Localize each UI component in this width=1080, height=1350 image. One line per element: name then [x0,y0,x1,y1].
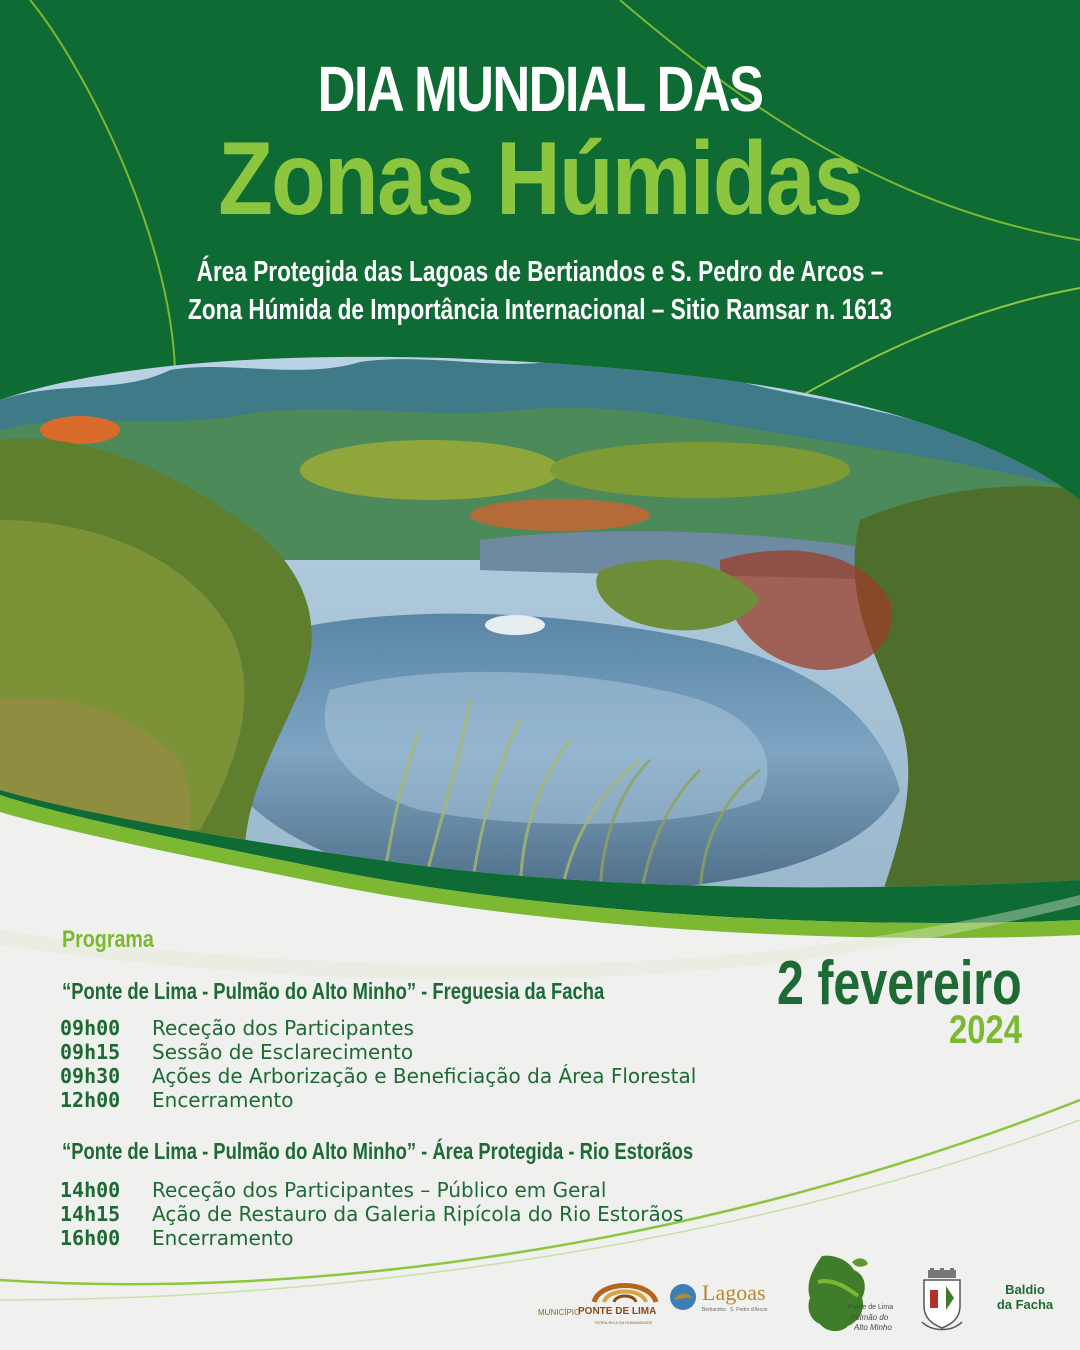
sponsor-logos [0,1262,1080,1350]
schedule-time: 12h00 [60,1088,121,1112]
schedule-row [60,1226,683,1250]
event-title-main: Zonas Húmidas [218,121,862,237]
schedule-time: 09h15 [60,1040,121,1064]
schedule-time: 16h00 [60,1226,121,1250]
pulmao-line-3: Alto Minho [854,1323,892,1332]
municipio-tagline: TERRA RICA DA HUMANIDADE [594,1320,653,1325]
program-section-2-title: “Ponte de Lima - Pulmão do Alto Minho” - Área Protegida - Rio Estorãos [62,1138,694,1164]
program-title: Programa [62,926,154,953]
pulmao-line-2: Pulmão do [850,1313,889,1322]
event-date-day: 2 fevereiro [777,949,1022,1018]
schedule-time: 14h00 [60,1178,121,1202]
coat-of-arms-logo [918,1268,966,1334]
wetland-photo [0,340,1080,900]
subtitle-line-2: Zona Húmida de Importância Internacional – Sitio Ramsar n. 1613 [188,294,892,326]
schedule-row [60,1088,696,1112]
subtitle-line-1: Área Protegida das Lagoas de Bertiandos e S. Pedro de Arcos – [196,256,884,288]
bird-icon [668,1282,698,1312]
baldio-da-facha-logo [990,1282,1060,1322]
municipio-name: PONTE DE LIMA [578,1306,657,1317]
bridge-arch-icon [590,1272,660,1306]
municipio-label: MUNICÍPIO [538,1308,581,1317]
schedule-time: 09h00 [60,1016,121,1040]
schedule-row [60,1178,683,1202]
schedule-activity: Receção dos Participantes [152,1016,414,1040]
schedule-activity: Receção dos Participantes – Público em Geral [152,1178,607,1202]
baldio-line-1: Baldio [1005,1282,1045,1297]
event-date-year: 2024 [949,1008,1022,1052]
municipio-ponte-de-lima-logo [538,1272,656,1332]
schedule-activity: Encerramento [152,1226,294,1250]
pulmao-alto-minho-logo [804,1252,904,1342]
event-title-top: DIA MUNDIAL DAS [317,53,763,125]
program-section-1-schedule [60,1016,696,1112]
schedule-activity: Ações de Arborização e Beneficiação da Área Florestal [152,1064,697,1088]
coat-of-arms-icon [918,1268,966,1334]
schedule-row [60,1202,683,1226]
schedule-row [60,1016,696,1040]
schedule-activity: Sessão de Esclarecimento [152,1040,414,1064]
schedule-activity: Ação de Restauro da Galeria Ripícola do Rio Estorãos [152,1202,684,1226]
schedule-activity: Encerramento [152,1088,294,1112]
schedule-time: 14h15 [60,1202,121,1226]
pulmao-line-1: Ponte de Lima [848,1304,894,1311]
lagoas-sub-2: S. Pedro d'Arcos [730,1307,768,1313]
lagoas-sub-1: Bertiandos [702,1307,726,1313]
schedule-row [60,1040,696,1064]
baldio-line-2: da Facha [996,1297,1054,1312]
lagoas-name: Lagoas [702,1280,766,1305]
schedule-row [60,1064,696,1088]
program-section-2-schedule [60,1178,683,1250]
lagoas-logo [668,1280,788,1320]
program-section-1-title: “Ponte de Lima - Pulmão do Alto Minho” - Freguesia da Facha [62,978,605,1004]
schedule-time: 09h30 [60,1064,121,1088]
